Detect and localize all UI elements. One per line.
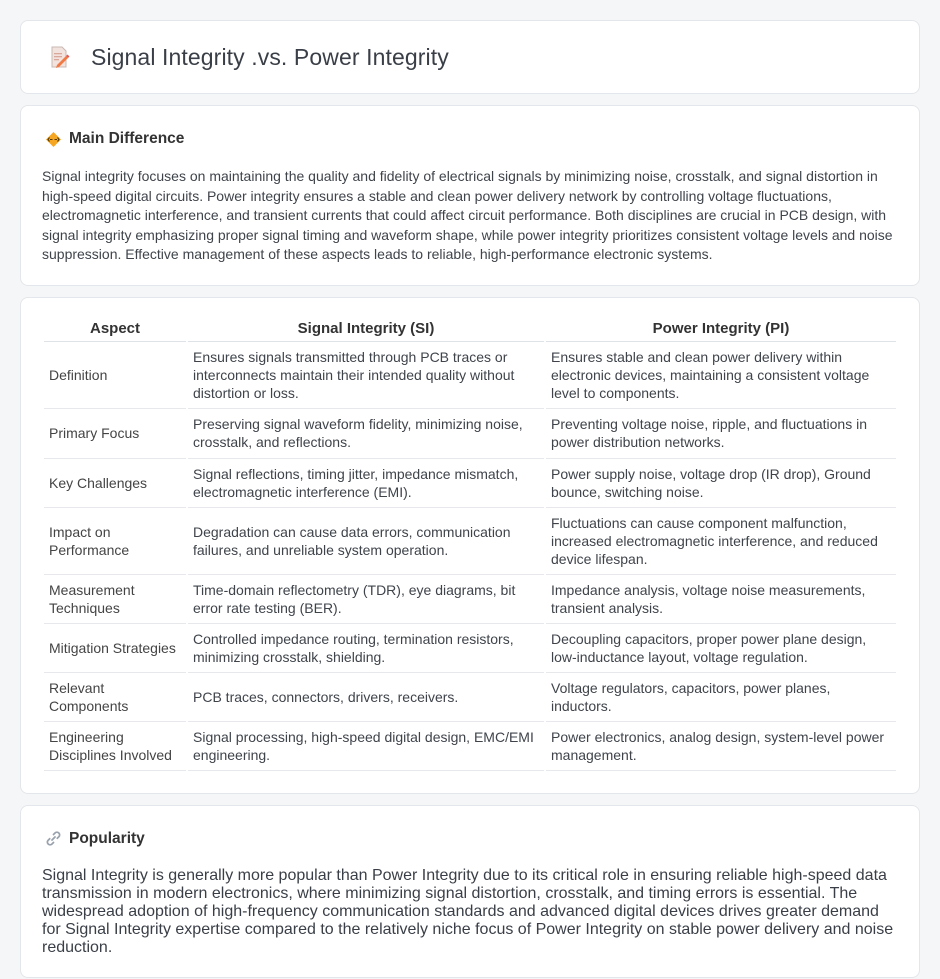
popularity-section bbox=[20, 805, 920, 978]
table-header-row bbox=[44, 320, 896, 342]
main-difference-heading bbox=[42, 130, 898, 148]
main-difference-title: Main Difference bbox=[69, 130, 185, 147]
table-row bbox=[44, 673, 896, 722]
link-icon bbox=[45, 830, 62, 847]
table-cell-pi: Power electronics, analog design, system-level power management. bbox=[546, 722, 896, 771]
popularity-heading bbox=[42, 830, 898, 848]
table-cell-pi: Power supply noise, voltage drop (IR drop), Ground bounce, switching noise. bbox=[546, 459, 896, 508]
comparison-table bbox=[42, 320, 898, 771]
table-cell-si: Degradation can cause data errors, communication failures, and unreliable system operation. bbox=[188, 508, 544, 575]
table-cell-pi: Preventing voltage noise, ripple, and fluctuations in power distribution networks. bbox=[546, 409, 896, 459]
table-row bbox=[44, 409, 896, 459]
table-cell-pi: Voltage regulators, capacitors, power planes, inductors. bbox=[546, 673, 896, 722]
popularity-title: Popularity bbox=[69, 829, 145, 847]
popularity-text: Signal Integrity is generally more popular than Power Integrity due to its critical role in ensuring reliable high-speed data transmission in modern electronics, where minimizing signal distortion, crosstalk, and timing errors is essential. The widespread adoption of high-frequency communication standards and advanced digital devices drives greater demand for Signal Integrity expertise compared to the relatively niche focus of Power Integrity on stable power delivery and noise reduction. bbox=[42, 866, 894, 956]
main-difference-text: Signal integrity focuses on maintaining the quality and fidelity of electrical signals by minimizing noise, crosstalk, and signal distortion in high-speed digital circuits. Power integrity ensures a stable and clean power delivery network by controlling voltage fluctuations, electromagnetic interference, and transient currents that could affect circuit performance. Both disciplines are crucial in PCB design, with signal integrity emphasizing proper signal timing and waveform shape, while power integrity prioritizes consistent voltage levels and noise suppression. Effective management of these aspects leads to reliable, high-performance electronic systems. bbox=[42, 168, 893, 263]
table-cell-si: Signal processing, high-speed digital design, EMC/EMI engineering. bbox=[188, 722, 544, 771]
table-cell-si: Signal reflections, timing jitter, impedance mismatch, electromagnetic interference (EMI). bbox=[188, 459, 544, 508]
table-cell-pi: Fluctuations can cause component malfunction, increased electromagnetic interference, and reduced device lifespan. bbox=[546, 508, 896, 575]
table-cell-pi: Impedance analysis, voltage noise measurements, transient analysis. bbox=[546, 575, 896, 624]
header-card bbox=[20, 20, 920, 94]
table-row bbox=[44, 624, 896, 673]
page-title: Signal Integrity .vs. Power Integrity bbox=[91, 43, 449, 70]
table-cell-si: Ensures signals transmitted through PCB traces or interconnects maintain their intended quality without distortion or loss. bbox=[188, 342, 544, 409]
table-cell-si: Preserving signal waveform fidelity, minimizing noise, crosstalk, and reflections. bbox=[188, 409, 544, 459]
table-cell-aspect: Impact on Performance bbox=[44, 508, 186, 575]
table-cell-aspect: Primary Focus bbox=[44, 409, 186, 459]
comparison-icon bbox=[45, 131, 62, 148]
column-header-aspect: Aspect bbox=[44, 320, 186, 342]
table-row bbox=[44, 459, 896, 508]
table-row bbox=[44, 722, 896, 771]
table-cell-aspect: Key Challenges bbox=[44, 459, 186, 508]
table-cell-pi: Ensures stable and clean power delivery within electronic devices, maintaining a consistent voltage level to components. bbox=[546, 342, 896, 409]
column-header-si: Signal Integrity (SI) bbox=[188, 320, 544, 342]
column-header-pi: Power Integrity (PI) bbox=[546, 320, 896, 342]
table-cell-aspect: Definition bbox=[44, 342, 186, 409]
table-cell-aspect: Measurement Techniques bbox=[44, 575, 186, 624]
document-pencil-icon bbox=[47, 45, 71, 69]
table-row bbox=[44, 342, 896, 409]
comparison-table-card bbox=[20, 297, 920, 794]
table-cell-aspect: Engineering Disciplines Involved bbox=[44, 722, 186, 771]
table-cell-si: Controlled impedance routing, termination resistors, minimizing crosstalk, shielding. bbox=[188, 624, 544, 673]
table-row bbox=[44, 575, 896, 624]
table-row bbox=[44, 508, 896, 575]
table-cell-aspect: Relevant Components bbox=[44, 673, 186, 722]
table-cell-pi: Decoupling capacitors, proper power plane design, low-inductance layout, voltage regulation. bbox=[546, 624, 896, 673]
table-cell-aspect: Mitigation Strategies bbox=[44, 624, 186, 673]
main-difference-section bbox=[20, 105, 920, 286]
table-cell-si: PCB traces, connectors, drivers, receivers. bbox=[188, 673, 544, 722]
table-cell-si: Time-domain reflectometry (TDR), eye diagrams, bit error rate testing (BER). bbox=[188, 575, 544, 624]
